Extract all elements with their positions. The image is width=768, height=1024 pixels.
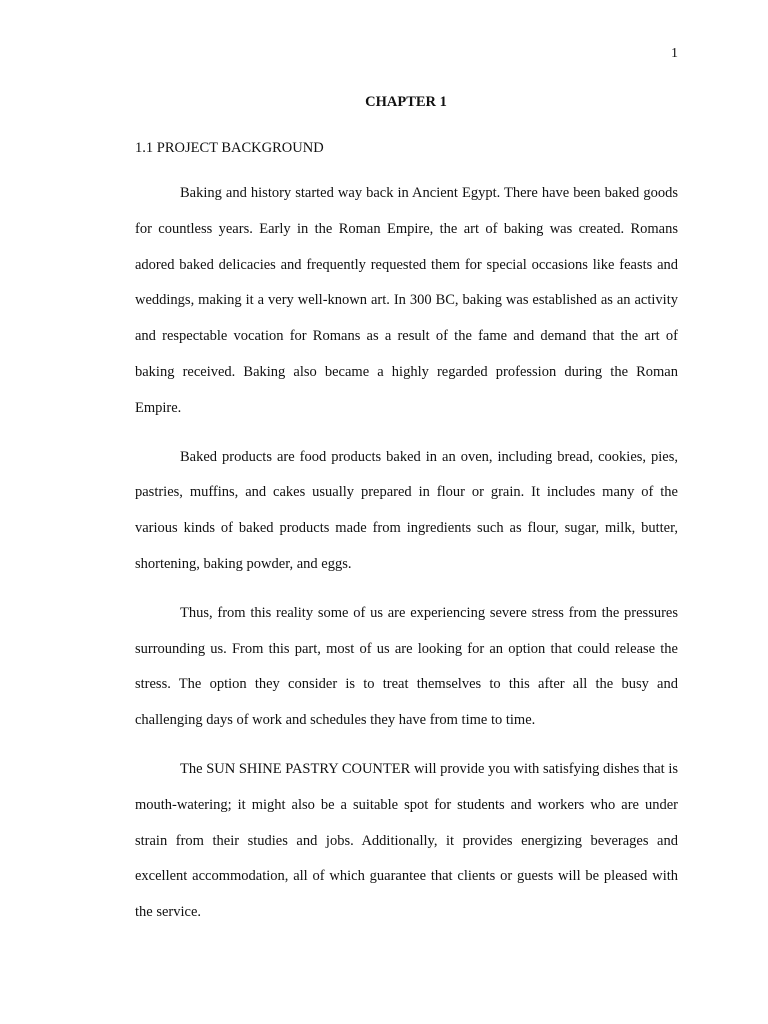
paragraph: Baking and history started way back in Ancient Egypt. There have been baked goods for countless years. Early in the Roman Empire, the art of baking was created. Romans adored baked delicacies and frequently requested them for special occasions like feasts and weddings, making it a very well-known art. In 300 BC, baking was established as an activity and respectable vocation for Romans as a result of the fame and demand that the art of baking received. Baking also became a highly regarded profession during the Roman Empire.	[135, 185, 678, 416]
page-number: 1	[671, 46, 678, 61]
section-heading: 1.1 PROJECT BACKGROUND	[135, 140, 324, 156]
paragraph: The SUN SHINE PASTRY COUNTER will provide you with satisfying dishes that is mouth-watering; it might also be a suitable spot for students and workers who are under strain from their studies and jobs. Additionally, it provides energizing beverages and excellent accommodation, all of which guarantee that clients or guests will be pleased with the service.	[135, 760, 678, 921]
paragraph: Baked products are food products baked in an oven, including bread, cookies, pies, pastries, muffins, and cakes usually prepared in flour or grain. It includes many of the various kinds of baked products made from ingredients such as flour, sugar, milk, butter, shortening, baking powder, and eggs.	[135, 448, 678, 572]
paragraph: Thus, from this reality some of us are experiencing severe stress from the pressures surrounding us. From this part, most of us are looking for an option that could release the stress. The option they consider is to treat themselves to this after all the busy and challenging days of work and schedules they have from time to time.	[135, 604, 678, 729]
body-text	[135, 176, 678, 944]
chapter-title: CHAPTER 1	[365, 94, 447, 110]
